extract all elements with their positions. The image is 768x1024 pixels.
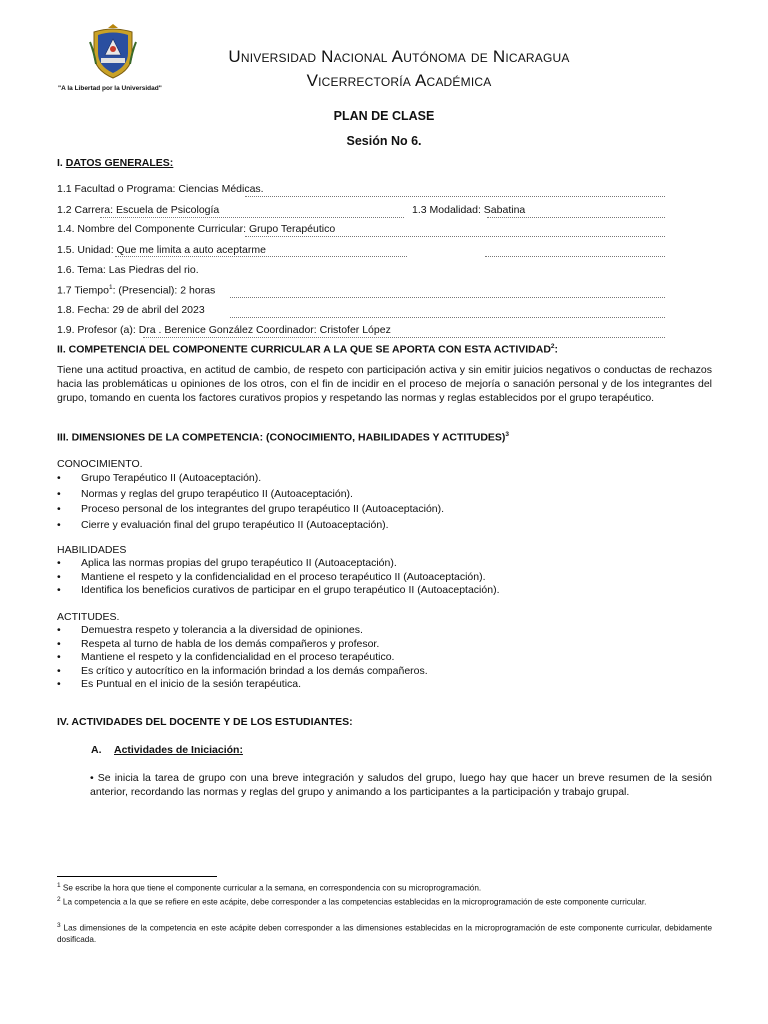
fill-line <box>143 337 665 338</box>
field-fecha: 1.8. Fecha: 29 de abril del 2023 <box>57 304 205 316</box>
bullet-icon: • <box>57 570 61 583</box>
footnote-1: $^1$ Se escribe la hora que tiene el componente curricular a la semana, en correspondencia con su microprogramación. <box>57 882 482 893</box>
bullet-icon: • <box>57 487 61 500</box>
fill-line <box>485 256 665 257</box>
footnote-2: $^2$ La competencia a la que se refiere en este acápite, debe corresponder a las competencias establecidas en la microprogramación de este componente curricular. <box>57 896 647 907</box>
bullet-icon: • <box>57 624 61 637</box>
bullet-icon: • <box>57 678 61 691</box>
motto: "A la Libertad por la Universidad" <box>58 85 162 92</box>
bullet-icon: • <box>57 503 61 516</box>
fill-line <box>487 217 665 218</box>
list-item: • Identifica los beneficios curativos de participar en el grupo terapéutico II (Autoaceptación). <box>57 584 500 597</box>
field-modalidad: 1.3 Modalidad: Sabatina <box>412 204 526 216</box>
fill-line <box>100 217 404 218</box>
field-unidad: 1.5. Unidad: Que me limita a auto aceptarme <box>57 244 266 256</box>
actitudes-label: ACTITUDES. <box>57 611 120 623</box>
footnote-3: $^3$ Las dimensiones de la competencia en este acápite deben corresponder a las dimensiones establecidas en la microprogramación de este componente curricular, debidamente dosificada. <box>57 922 712 945</box>
list-item: • Mantiene el respeto y la confidencialidad en el proceso terapéutico. <box>57 651 395 664</box>
actitudes-block <box>57 611 428 691</box>
fill-line <box>245 196 665 197</box>
field-carrera: 1.2 Carrera: Escuela de Psicología <box>57 204 220 216</box>
list-item: • Es crítico y autocrítico en la información brindad a los demás compañeros. <box>57 664 428 677</box>
list-item: • Aplica las normas propias del grupo terapéutico II (Autoaceptación). <box>57 557 397 570</box>
list-item: • Mantiene el respeto y la confidencialidad en el proceso terapéutico II (Autoaceptación). <box>57 570 486 583</box>
bullet-icon: • <box>57 557 61 570</box>
field-profesor: 1.9. Profesor (a): Dra . Berenice González Coordinador: Cristofer López <box>57 324 391 336</box>
vicerrectoria-name: Vicerrectoría Académica <box>306 71 492 90</box>
footnote-separator <box>57 876 217 877</box>
bullet-icon: • <box>57 472 61 485</box>
conocimiento-block <box>57 458 444 532</box>
session-number: Sesión No 6. <box>346 134 422 148</box>
field-facultad: 1.1 Facultad o Programa: Ciencias Médicas. <box>57 183 264 195</box>
bullet-icon: • <box>57 584 61 597</box>
list-item: • Grupo Terapéutico II (Autoaceptación). <box>57 472 262 485</box>
fill-line <box>230 297 665 298</box>
field-componente: 1.4. Nombre del Componente Curricular: Grupo Terapéutico <box>57 223 336 235</box>
list-item: • Es Puntual en el inicio de la sesión terapéutica. <box>57 678 302 691</box>
bullet-icon: • <box>57 664 61 677</box>
competencia-text: Tiene una actitud proactiva, en actitud de cambio, de respeto con participación activa y sin emitir juicios negativos o conductas de rechazos hacia las problemáticas u opiniones de los otros, con el fin de incidir en el proceso de mejoría o sanación personal y de los integrantes del grupo, tomando en cuenta los factores curativos propios y respetando las normas y reglas establecidos por el grupo terapéutico. <box>57 364 712 404</box>
list-item: • Cierre y evaluación final del grupo terapéutico II (Autoaceptación). <box>57 518 389 531</box>
subsection-a-heading: A. Actividades de Iniciación: <box>91 744 243 756</box>
section-3-heading: III. DIMENSIONES DE LA COMPETENCIA: (CONOCIMIENTO, HABILIDADES Y ACTITUDES)$^3$ <box>57 431 510 444</box>
habilidades-label: HABILIDADES <box>57 544 127 556</box>
bullet-icon: • <box>57 637 61 650</box>
fill-line <box>230 317 665 318</box>
field-tema: 1.6. Tema: Las Piedras del rio. <box>57 264 199 276</box>
bullet-icon: • <box>57 651 61 664</box>
section-4-heading: IV. ACTIVIDADES DEL DOCENTE Y DE LOS ESTUDIANTES: <box>57 716 353 728</box>
section-2-heading: II. COMPETENCIA DEL COMPONENTE CURRICULAR A LA QUE SE APORTA CON ESTA ACTIVIDAD$^2$: <box>57 343 559 356</box>
university-name: Universidad Nacional Autónoma de Nicaragua <box>228 47 570 66</box>
fill-line <box>245 236 665 237</box>
list-item: • Demuestra respeto y tolerancia a la diversidad de opiniones. <box>57 624 363 637</box>
list-item: • Proceso personal de los integrantes del grupo terapéutico II (Autoaceptación). <box>57 503 445 516</box>
field-tiempo: 1.7 Tiempo$^1$: (Presencial): 2 horas <box>57 284 216 297</box>
habilidades-block <box>57 544 500 598</box>
list-item: • Respeta al turno de habla de los demás compañeros y profesor. <box>57 637 380 650</box>
bullet-icon: • <box>57 518 61 531</box>
fill-line <box>115 256 407 257</box>
list-item: • Normas y reglas del grupo terapéutico II (Autoaceptación). <box>57 487 353 500</box>
conocimiento-label: CONOCIMIENTO. <box>57 458 143 470</box>
document-title: PLAN DE CLASE <box>333 109 435 123</box>
section-1-heading: I. DATOS GENERALES: <box>57 157 174 169</box>
iniciacion-text: • Se inicia la tarea de grupo con una breve integración y saludos del grupo, luego hay que hacer un breve resumen de la sesión anterior, recordando las normas y reglas del grupo y animando a los participantes a la participación y trabajo grupal. <box>90 772 712 798</box>
